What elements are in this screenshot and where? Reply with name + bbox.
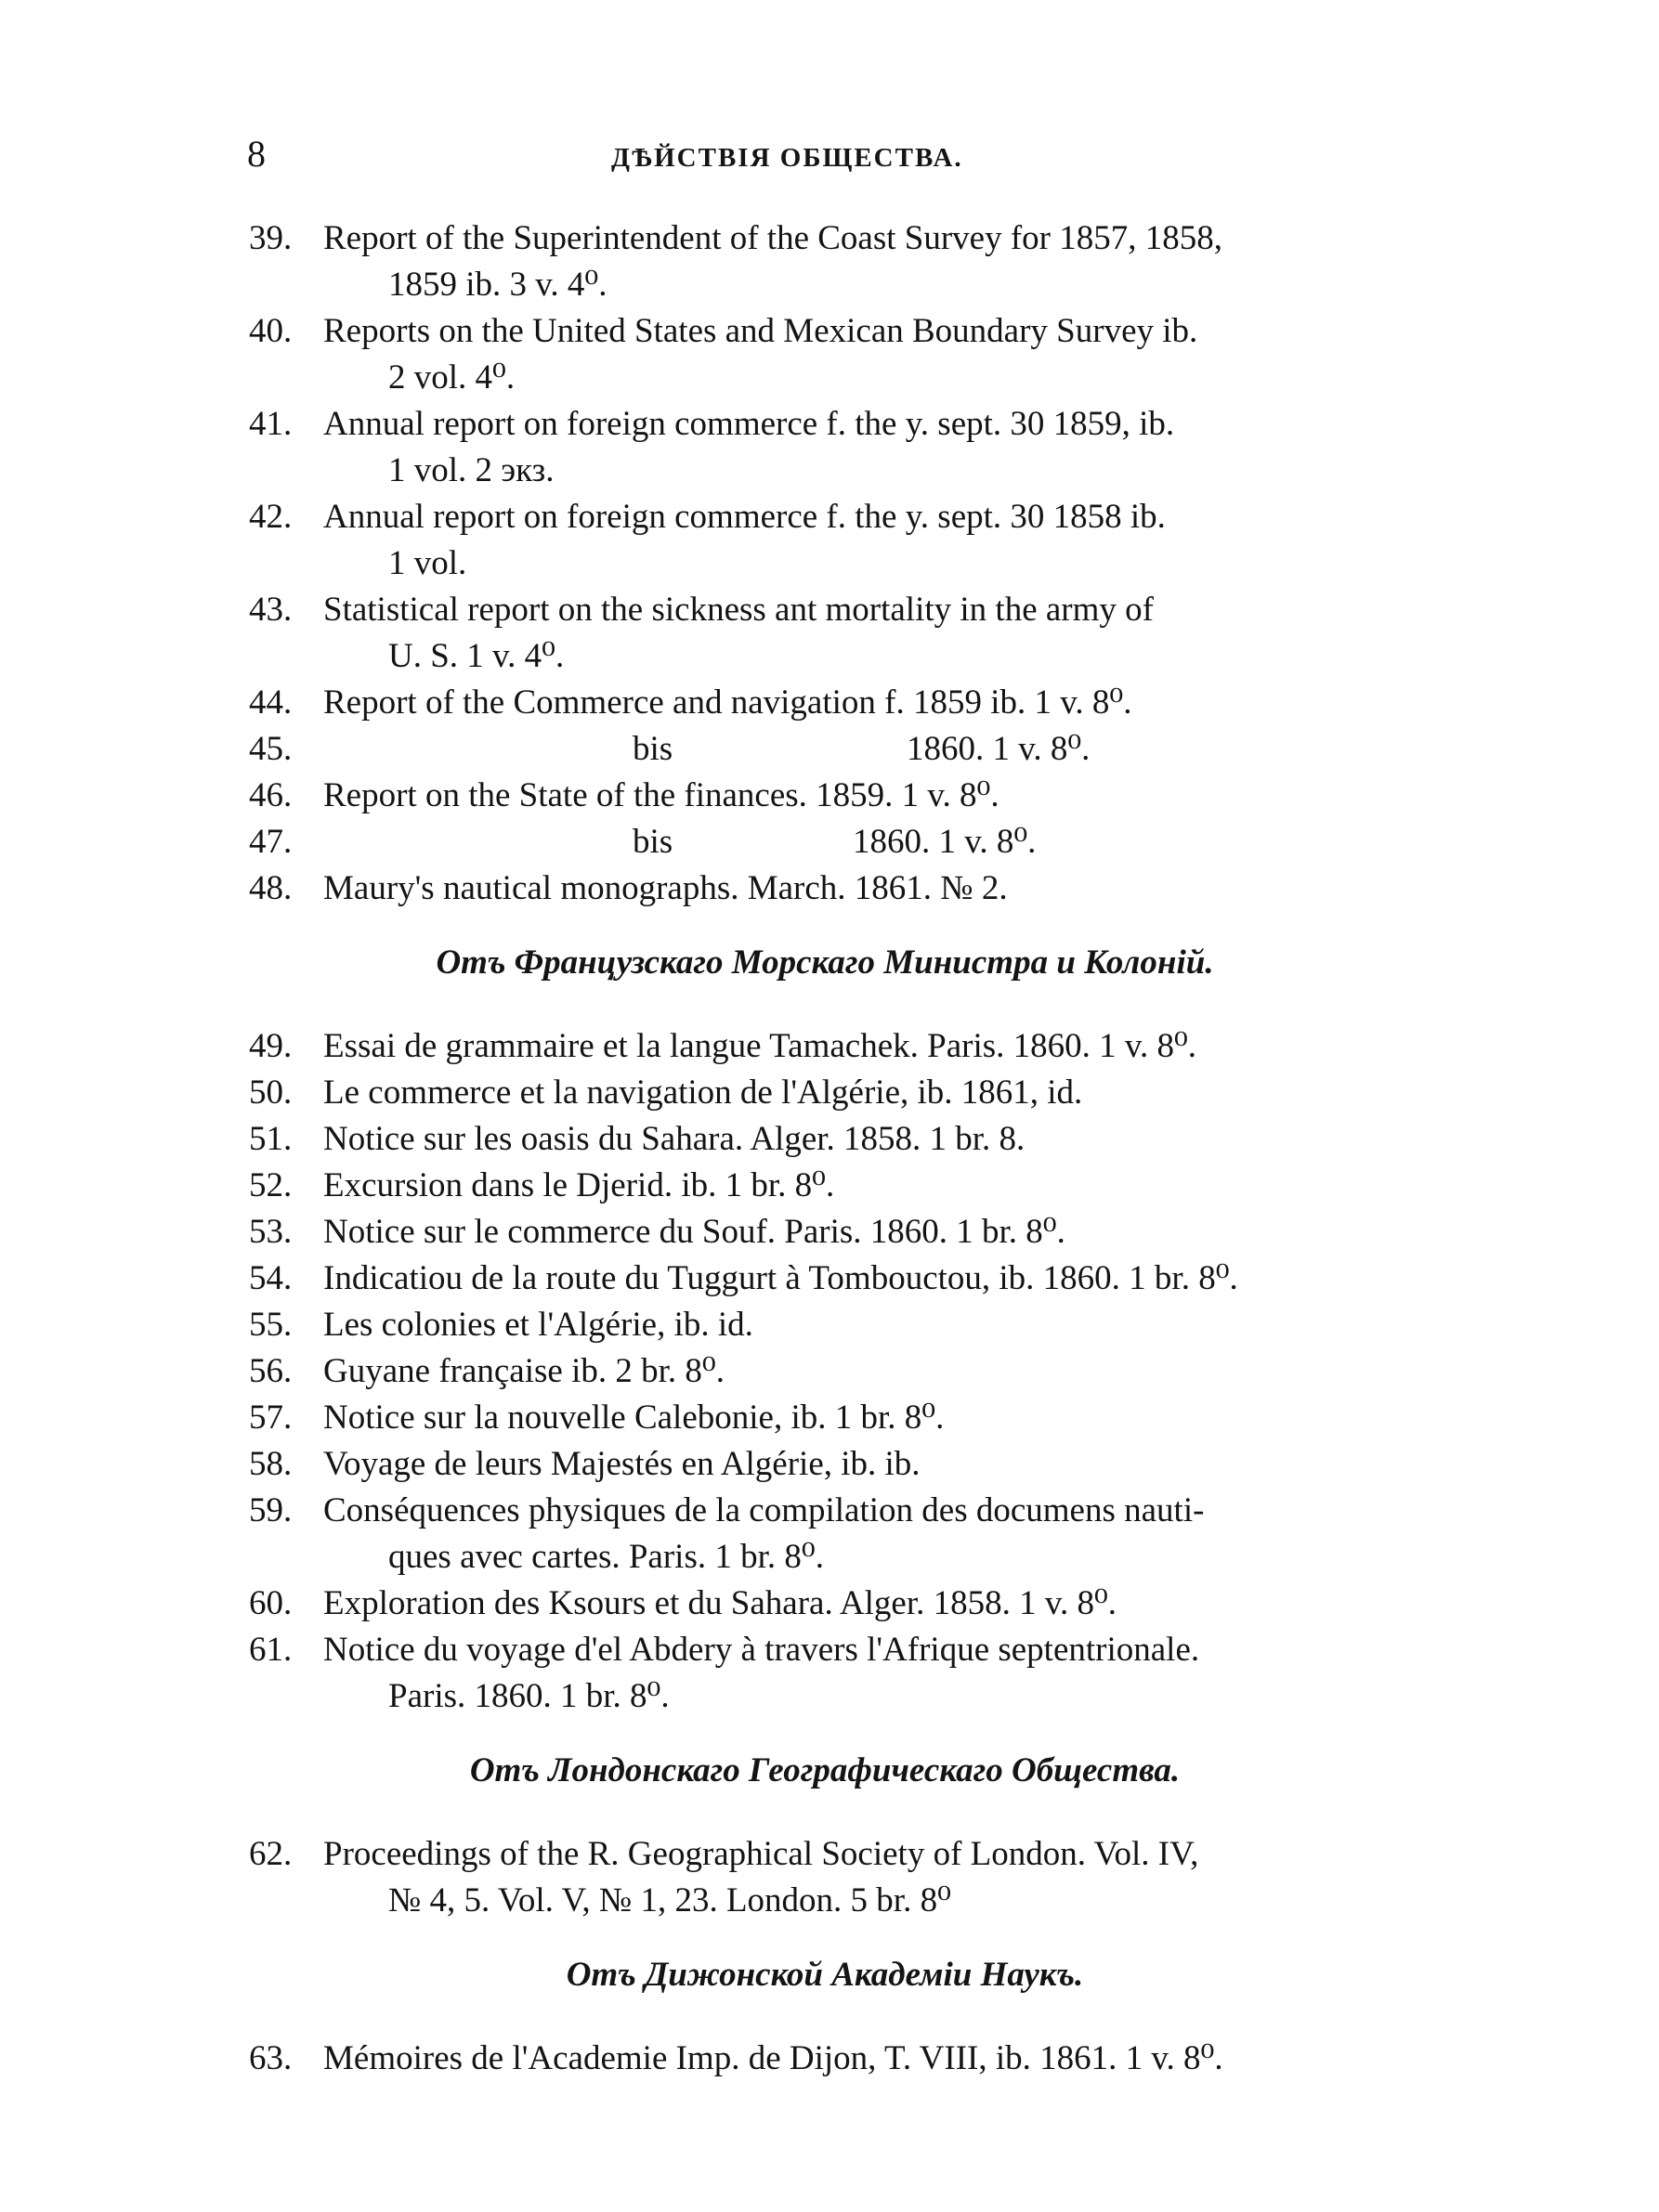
page-number: 8 xyxy=(247,133,266,175)
catalogue-entry xyxy=(249,1070,1373,1116)
entry-number: 55. xyxy=(249,1306,293,1344)
catalogue-entry xyxy=(249,1395,1373,1441)
entry-bis-rest: 1860. 1 v. 8⁰. xyxy=(853,823,1037,861)
entry-number: 45. xyxy=(249,730,293,768)
catalogue-entry xyxy=(249,401,1373,494)
entry-bis-word: bis xyxy=(633,730,673,768)
section-heading: Отъ Лондонскаго Географическаго Общества. xyxy=(469,1751,1181,1789)
catalogue-entry xyxy=(249,1831,1373,1924)
entry-number: 48. xyxy=(249,869,293,907)
running-head: ДѢЙСТВІЯ ОБЩЕСТВА. xyxy=(611,143,963,173)
entry-title: Excursion dans le Djerid. ib. 1 br. 8⁰. xyxy=(323,1166,835,1204)
entry-title: Annual report on foreign commerce f. the y. sept. 30 1859, ib. xyxy=(323,405,1175,443)
entry-number: 62. xyxy=(249,1835,293,1873)
catalogue-entry xyxy=(249,308,1373,401)
catalogue-entry xyxy=(249,1627,1373,1720)
entry-title: Guyane française ib. 2 br. 8⁰. xyxy=(323,1352,725,1390)
entry-number: 56. xyxy=(249,1352,293,1390)
entry-title: Indicatiou de la route du Tuggurt à Tombouctou, ib. 1860. 1 br. 8⁰. xyxy=(323,1259,1238,1297)
catalogue-entry xyxy=(249,587,1373,680)
entry-title: Exploration des Ksours et du Sahara. Alger. 1858. 1 v. 8⁰. xyxy=(323,1584,1117,1622)
entry-continuation: 1859 ib. 3 v. 4⁰. xyxy=(388,266,607,304)
entry-title: Annual report on foreign commerce f. the y. sept. 30 1858 ib. xyxy=(323,498,1166,536)
entry-title: Mémoires de l'Academie Imp. de Dijon, T. VIII, ib. 1861. 1 v. 8⁰. xyxy=(323,2039,1223,2077)
entry-title: Voyage de leurs Majestés en Algérie, ib. ib. xyxy=(323,1445,921,1483)
catalogue-entry xyxy=(249,215,1373,308)
entry-title: Le commerce et la navigation de l'Algérie, ib. 1861, id. xyxy=(323,1073,1083,1112)
entry-continuation: 1 vol. 2 экз. xyxy=(388,451,555,489)
catalogue-entry xyxy=(249,1348,1373,1395)
entry-continuation: 1 vol. xyxy=(388,544,467,582)
entry-number: 39. xyxy=(249,219,293,257)
entry-number: 57. xyxy=(249,1399,293,1437)
catalogue-entry xyxy=(249,1163,1373,1209)
entry-title: Notice sur le commerce du Souf. Paris. 1860. 1 br. 8⁰. xyxy=(323,1213,1065,1251)
catalogue-entry xyxy=(249,680,1373,726)
catalogue-entry xyxy=(249,1116,1373,1163)
entry-title: Notice sur les oasis du Sahara. Alger. 1858. 1 br. 8. xyxy=(323,1120,1025,1158)
section-spacer xyxy=(249,986,1373,1023)
entry-number: 41. xyxy=(249,405,293,443)
entry-continuation: Paris. 1860. 1 br. 8⁰. xyxy=(388,1677,670,1715)
entry-title: Reports on the United States and Mexican Boundary Survey ib. xyxy=(323,312,1198,350)
catalogue-list xyxy=(249,215,1373,2082)
entry-number: 40. xyxy=(249,312,293,350)
entry-title: Conséquences physiques de la compilation des documens nauti- xyxy=(323,1491,1205,1529)
section-spacer xyxy=(249,1998,1373,2036)
entry-title: Report on the State of the finances. 1859. 1 v. 8⁰. xyxy=(323,776,999,814)
entry-title: Maury's nautical monographs. March. 1861. № 2. xyxy=(323,869,1008,907)
entry-title: Statistical report on the sickness ant mortality in the army of xyxy=(323,591,1154,629)
entry-number: 43. xyxy=(249,591,293,629)
entry-number: 50. xyxy=(249,1073,293,1112)
entry-number: 44. xyxy=(249,683,293,722)
entry-title: Essai de grammaire et la langue Tamachek. Paris. 1860. 1 v. 8⁰. xyxy=(323,1027,1197,1065)
entry-number: 49. xyxy=(249,1027,293,1065)
catalogue-entry xyxy=(249,726,1373,773)
catalogue-entry xyxy=(249,1023,1373,1070)
catalogue-entry xyxy=(249,1441,1373,1488)
page-header xyxy=(240,130,1373,186)
entry-number: 47. xyxy=(249,823,293,861)
catalogue-entry xyxy=(249,1209,1373,1256)
entry-bis-rest: 1860. 1 v. 8⁰. xyxy=(907,730,1091,768)
catalogue-entry xyxy=(249,1581,1373,1627)
catalogue-entry xyxy=(249,865,1373,912)
entry-number: 52. xyxy=(249,1166,293,1204)
catalogue-entry xyxy=(249,819,1373,865)
entry-number: 54. xyxy=(249,1259,293,1297)
catalogue-entry xyxy=(249,2036,1373,2082)
entry-title: Les colonies et l'Algérie, ib. id. xyxy=(323,1306,753,1344)
catalogue-entry xyxy=(249,1488,1373,1581)
entry-number: 53. xyxy=(249,1213,293,1251)
section-spacer xyxy=(249,1720,1373,1748)
section-spacer xyxy=(249,912,1373,940)
entry-continuation: № 4, 5. Vol. V, № 1, 23. London. 5 br. 8⁰ xyxy=(388,1881,951,1919)
section-spacer xyxy=(249,1794,1373,1831)
entry-number: 63. xyxy=(249,2039,293,2077)
catalogue-entry xyxy=(249,1302,1373,1348)
catalogue-entry xyxy=(249,494,1373,587)
entry-number: 60. xyxy=(249,1584,293,1622)
entry-number: 46. xyxy=(249,776,293,814)
entry-bis-word: bis xyxy=(633,823,673,861)
entry-number: 42. xyxy=(249,498,293,536)
entry-title: Proceedings of the R. Geographical Society of London. Vol. IV, xyxy=(323,1835,1199,1873)
section-spacer xyxy=(249,1924,1373,1952)
entry-title: Report of the Commerce and navigation f. 1859 ib. 1 v. 8⁰. xyxy=(323,683,1132,722)
section-heading: Отъ Французскаго Морскаго Министра и Колоній. xyxy=(436,943,1214,982)
entry-title: Notice du voyage d'el Abdery à travers l'Afrique septentrionale. xyxy=(323,1631,1200,1669)
entry-continuation: U. S. 1 v. 4⁰. xyxy=(388,637,565,675)
entry-number: 51. xyxy=(249,1120,293,1158)
section-heading: Отъ Дижонской Академіи Наукъ. xyxy=(566,1956,1084,1994)
entry-continuation: ques avec cartes. Paris. 1 br. 8⁰. xyxy=(388,1538,824,1576)
entry-title: Report of the Superintendent of the Coast Survey for 1857, 1858, xyxy=(323,219,1222,257)
entry-number: 59. xyxy=(249,1491,293,1529)
catalogue-entry xyxy=(249,1256,1373,1302)
catalogue-entry xyxy=(249,773,1373,819)
entry-number: 61. xyxy=(249,1631,293,1669)
entry-title: Notice sur la nouvelle Calebonie, ib. 1 br. 8⁰. xyxy=(323,1399,945,1437)
entry-continuation: 2 vol. 4⁰. xyxy=(388,358,516,397)
entry-number: 58. xyxy=(249,1445,293,1483)
